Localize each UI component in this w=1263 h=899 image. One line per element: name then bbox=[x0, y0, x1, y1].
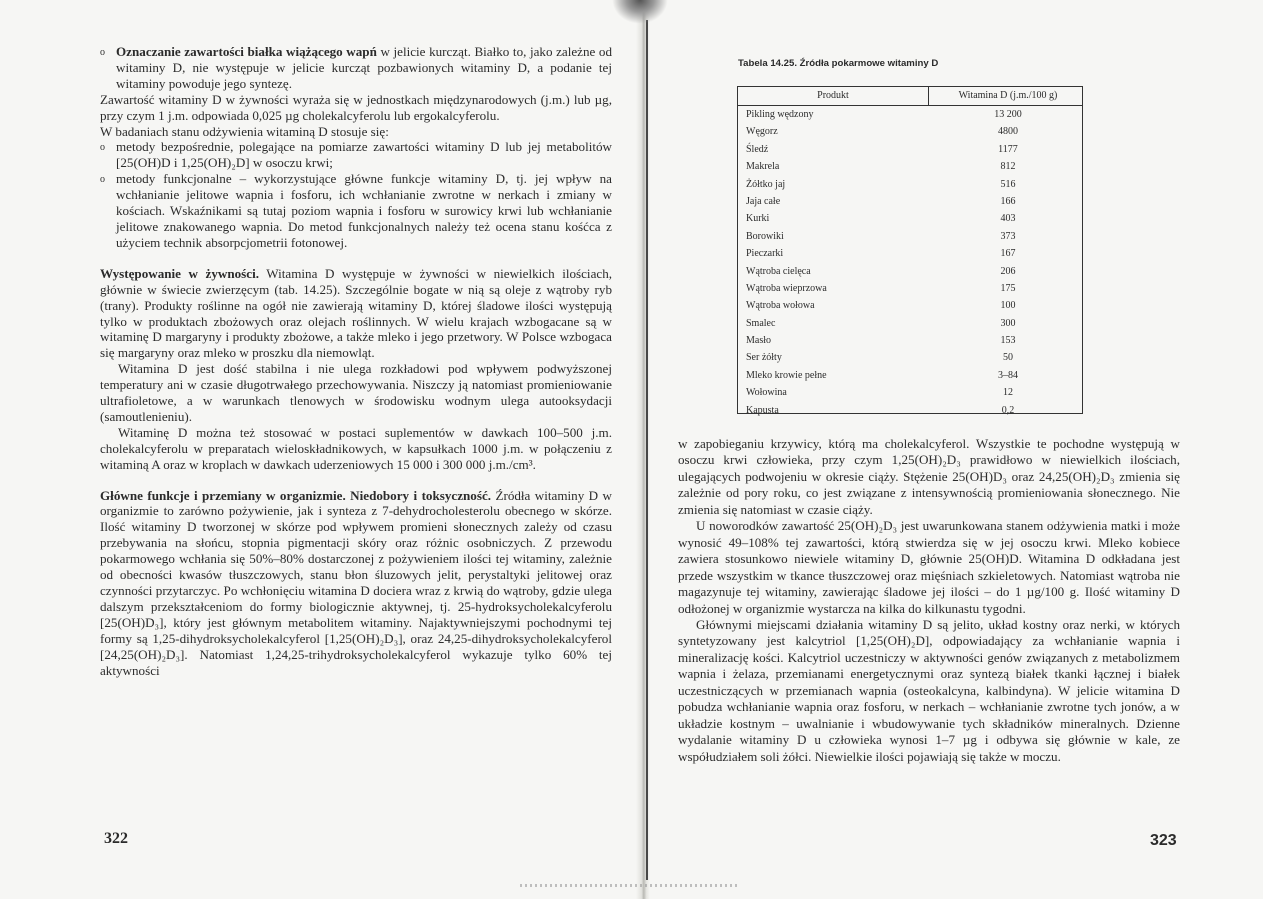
paragraph-status-methods: W badaniach stanu odżywienia witaminą D stosuje się: bbox=[100, 123, 389, 139]
table-cell-product: Smalec bbox=[746, 317, 776, 329]
paragraph-supplements: Witaminę D można też stosować w postaci suplementów w dawkach 100–500 j.m. cholekalcyferolu w preparatach wieloskładnikowych, w kapsułkach 1000 j.m. w połączeniu z witaminą A oraz w kroplach w dawkach uderzeniowych 15 000 i 300 000 j.m./cm³. bbox=[100, 424, 612, 472]
table-row bbox=[738, 299, 1082, 316]
table-cell-value: 4800 bbox=[998, 126, 1018, 138]
paragraph-occurrence bbox=[100, 266, 612, 361]
table-row bbox=[738, 334, 1082, 351]
table-cell-value: 167 bbox=[1000, 248, 1016, 260]
gutter-shadow bbox=[612, 0, 668, 24]
table-cell-value: 373 bbox=[1000, 230, 1016, 242]
column-header-product: Produkt bbox=[817, 90, 849, 101]
table-row bbox=[738, 178, 1082, 195]
table-cell-value: 0,2 bbox=[1001, 404, 1015, 416]
table-cell-product: Kapusta bbox=[746, 404, 779, 416]
bullet-calcium-binding-protein bbox=[100, 44, 612, 92]
column-header-value: Witamina D (j.m./100 g) bbox=[958, 90, 1058, 101]
gutter-binding-line bbox=[646, 20, 648, 880]
functions-text: Źródła witaminy D w organizmie to zarówno pożywienie, jak i synteza z 7-dehydrocholesterolu obecnego w skórze. Ilość witaminy D tworzonej w skórze pod wpływem promieni słonecznych zależy od czasu przebywania na słońcu, stopnia pigmentacji skóry oraz różnic osobniczych. Z przewodu pokarmowego wchłania się 50%–80% dostarczonej z pożywieniem ilości tej witaminy, zależnie od obecności kwasów tłuszczowych, stanu błon śluzowych jelit, perystaltyki jelitowej oraz czynności przytarczyc. Po wchłonięciu witamina D dociera wraz z krwią do wątroby, gdzie ulega dalszym przekształceniom do formy biologicznie aktywnej, tj. 25-hydroksycholekalcyferolu [25(OH)D₃], który jest głównym metabolitem witaminy. Najaktywniejszymi pochodnymi tej formy są 1,25-dihydroksycholekalcyferol [1,25(OH)₂D₃], oraz 24,25-dihydroksycholekalcyferol [24,25(OH)₂D₃]. Natomiast 1,24,25-trihydroksycholekalcyferol wykazuje tylko 60% tej aktywności bbox=[100, 487, 612, 678]
bullet-marker: o bbox=[100, 174, 105, 186]
scan-artifact bbox=[520, 884, 740, 887]
table-cell-product: Mleko krowie pełne bbox=[746, 369, 827, 381]
table-row bbox=[738, 125, 1082, 142]
table-row bbox=[738, 265, 1082, 282]
bullet-body: w jelicie kurcząt. Białko to, jako zależne od witaminy D, nie występuje w jelicie kurcząt pozbawionych witaminy D, a podanie tej witaminy powoduje jego syntezę. bbox=[116, 44, 613, 91]
paragraph-derivatives: w zapobieganiu krzywicy, którą ma cholekalcyferol. Wszystkie te pochodne występują w osoczu krwi człowieka, przy czym 1,25(OH)₂D₃ prawidłowo w niewielkich ilościach, ulegających podwojeniu w okresie ciąży. Stężenie 25(OH)D₃ oraz 24,25(OH)₂D₃ zmienia się zależnie od pory roku, co jest związane z intensywnością promieniowania słonecznego. Nie zmienia się natomiast w czasie ciąży. bbox=[678, 436, 1180, 517]
table-row bbox=[738, 108, 1082, 125]
table-header bbox=[738, 87, 1082, 106]
table-cell-value: 812 bbox=[1000, 161, 1016, 173]
table-cell-value: 516 bbox=[1000, 178, 1016, 190]
table-row bbox=[738, 386, 1082, 403]
left-page-text bbox=[100, 44, 612, 678]
bullet-functional-methods bbox=[100, 171, 612, 251]
table-cell-value: 403 bbox=[1000, 213, 1016, 225]
table-row bbox=[738, 317, 1082, 334]
table-row bbox=[738, 247, 1082, 264]
section-heading-functions: Główne funkcje i przemiany w organizmie. Niedobory i toksyczność. bbox=[100, 487, 492, 503]
paragraph-newborns: U noworodków zawartość 25(OH)₂D₃ jest uwarunkowana stanem odżywienia matki i może wynosić 49–108% tej zawartości, którą stwierdza się w jej osoczu krwi. Mleko kobiece zawiera stosunkowo niewiele witaminy D, głównie 25(OH)D. Witamina D odkładana jest przede wszystkim w tkance tłuszczowej oraz mięśniach szkieletowych. Natomiast wątroba nie magazynuje tej witaminy, zawierając śladowe jej ilości – do 1 µg/100 g. Ilość witaminy D odłożonej w organizmie wystarcza na kilka do kilkunastu tygodni. bbox=[678, 518, 1180, 616]
bullet-text: metody bezpośrednie, polegające na pomiarze zawartości witaminy D lub jej metabolitów [25(OH)D i 1,25(OH)₂D] w osoczu krwi; bbox=[116, 139, 612, 171]
table-cell-product: Ser żółty bbox=[746, 352, 782, 364]
table-cell-value: 3–84 bbox=[998, 369, 1018, 381]
table-row bbox=[738, 160, 1082, 177]
bullet-text bbox=[116, 44, 612, 92]
table-cell-value: 13 200 bbox=[994, 109, 1022, 120]
table-cell-product: Makrela bbox=[746, 161, 780, 173]
table-row bbox=[738, 404, 1082, 421]
table-cell-value: 206 bbox=[1000, 265, 1016, 277]
table-cell-product: Żółtko jaj bbox=[746, 178, 786, 190]
table-cell-product: Jaja całe bbox=[746, 195, 781, 207]
vitamin-d-sources-table bbox=[737, 86, 1083, 414]
table-cell-value: 12 bbox=[1003, 387, 1013, 399]
bullet-marker: o bbox=[100, 142, 105, 154]
table-cell-value: 166 bbox=[1000, 195, 1016, 207]
bullet-text: metody funkcjonalne – wykorzystujące główne funkcje witaminy D, tj. jej wpływ na wchłanianie jelitowe wapnia i fosforu, ich wchłanianie zwrotne w nerkach i zmiany w kościach. Wskaźnikami są tutaj poziom wapnia i fosforu w surowicy krwi lub wchłanianie jelitowe znakowanego wapnia. Do metod funkcjonalnych należy też ocena stanu kośćca z użyciem technik absorpcjometrii fotonowej. bbox=[116, 171, 612, 250]
table-cell-product: Śledź bbox=[746, 143, 769, 155]
table-cell-value: 50 bbox=[1003, 352, 1013, 364]
table-cell-product: Pikling wędzony bbox=[746, 109, 814, 120]
page-number-left: 322 bbox=[104, 830, 128, 847]
table-cell-value: 1177 bbox=[998, 143, 1018, 155]
table-cell-product: Borowiki bbox=[746, 230, 784, 242]
table-row bbox=[738, 212, 1082, 229]
table-cell-product: Wątroba wołowa bbox=[746, 300, 815, 312]
table-caption: Tabela 14.25. Źródła pokarmowe witaminy D bbox=[738, 58, 939, 69]
right-page-text bbox=[678, 436, 1180, 765]
paragraph-functions bbox=[100, 488, 612, 679]
table-cell-product: Masło bbox=[746, 335, 771, 347]
table-cell-product: Węgorz bbox=[746, 126, 778, 138]
table-cell-product: Wołowina bbox=[746, 387, 787, 399]
bullet-heading: Oznaczanie zawartości białka wiążącego wapń bbox=[116, 44, 377, 59]
occurrence-text: Witamina D występuje w żywności w niewielkich ilościach, głównie w świecie zwierzęcym (tab. 14.25). Szczególnie bogate w nią są oleje z wątroby ryb (trany). Produkty roślinne na ogół nie zawierają witaminy D, której śladowe ilości występują tylko w produktach zbożowych oraz olejach roślinnych. W wielu krajach wzbogacane są w witaminę D margaryny i produkty zbożowe, a także mleko i jego przetwory. W Polsce wzbogaca się margaryny oraz mleko w proszku dla niemowląt. bbox=[100, 265, 613, 361]
table-row bbox=[738, 230, 1082, 247]
table-row bbox=[738, 351, 1082, 368]
table-cell-product: Wątroba cielęca bbox=[746, 265, 811, 277]
table-cell-value: 153 bbox=[1000, 335, 1016, 347]
table-row bbox=[738, 282, 1082, 299]
table-row bbox=[738, 143, 1082, 160]
table-row bbox=[738, 369, 1082, 386]
table-cell-value: 100 bbox=[1000, 300, 1016, 312]
paragraph-units: Zawartość witaminy D w żywności wyraża się w jednostkach międzynarodowych (j.m.) lub µg, przy czym 1 j.m. odpowiada 0,025 µg cholekalcyferolu lub ergokalcyferolu. bbox=[100, 91, 612, 123]
table-cell-value: 175 bbox=[1000, 282, 1016, 294]
paragraph-action-sites: Głównymi miejscami działania witaminy D są jelito, układ kostny oraz nerki, w których syntetyzowany jest kalcytriol [1,25(OH)₂D], odpowiadający za wchłanianie wapnia i mineralizację kości. Kalcytriol uczestniczy w aktywności genów związanych z metabolizmem wapnia i żelaza, przemianami energetycznymi oraz syntezą białek tkanki łącznej i białek uczestniczących w przemianach wapnia (osteokalcyna, kalbindyna). W jelicie witamina D pobudza wchłanianie wapnia oraz fosforu, w nerkach – wchłanianie zwrotne tych jonów, a w układzie kostnym – uwalnianie i wbudowywanie tych składników mineralnych. Dzienne wydalanie witaminy D u człowieka wynosi 1–7 µg i odbywa się głównie w kale, ze współudziałem soli żółci. Niewielkie ilości pojawiają się także w moczu. bbox=[678, 616, 1180, 764]
section-heading-occurrence: Występowanie w żywności. bbox=[100, 265, 259, 281]
table-cell-product: Wątroba wieprzowa bbox=[746, 282, 827, 294]
table-body bbox=[738, 108, 1082, 421]
table-cell-product: Pieczarki bbox=[746, 248, 784, 260]
bullet-marker: o bbox=[100, 47, 105, 58]
bullet-direct-methods bbox=[100, 139, 612, 171]
table-cell-product: Kurki bbox=[746, 213, 770, 225]
paragraph-stability: Witamina D jest dość stabilna i nie ulega rozkładowi pod wpływem podwyższonej temperatury ani w czasie długotrwałego przechowywania. Niszczy ją natomiast promieniowanie ultrafioletowe, a w warunkach tlenowych w środowisku wodnym ulega autooksydacji (samoutlenieniu). bbox=[100, 361, 612, 424]
table-row bbox=[738, 195, 1082, 212]
page-number-right: 323 bbox=[1150, 832, 1177, 849]
table-cell-value: 300 bbox=[1000, 317, 1016, 329]
